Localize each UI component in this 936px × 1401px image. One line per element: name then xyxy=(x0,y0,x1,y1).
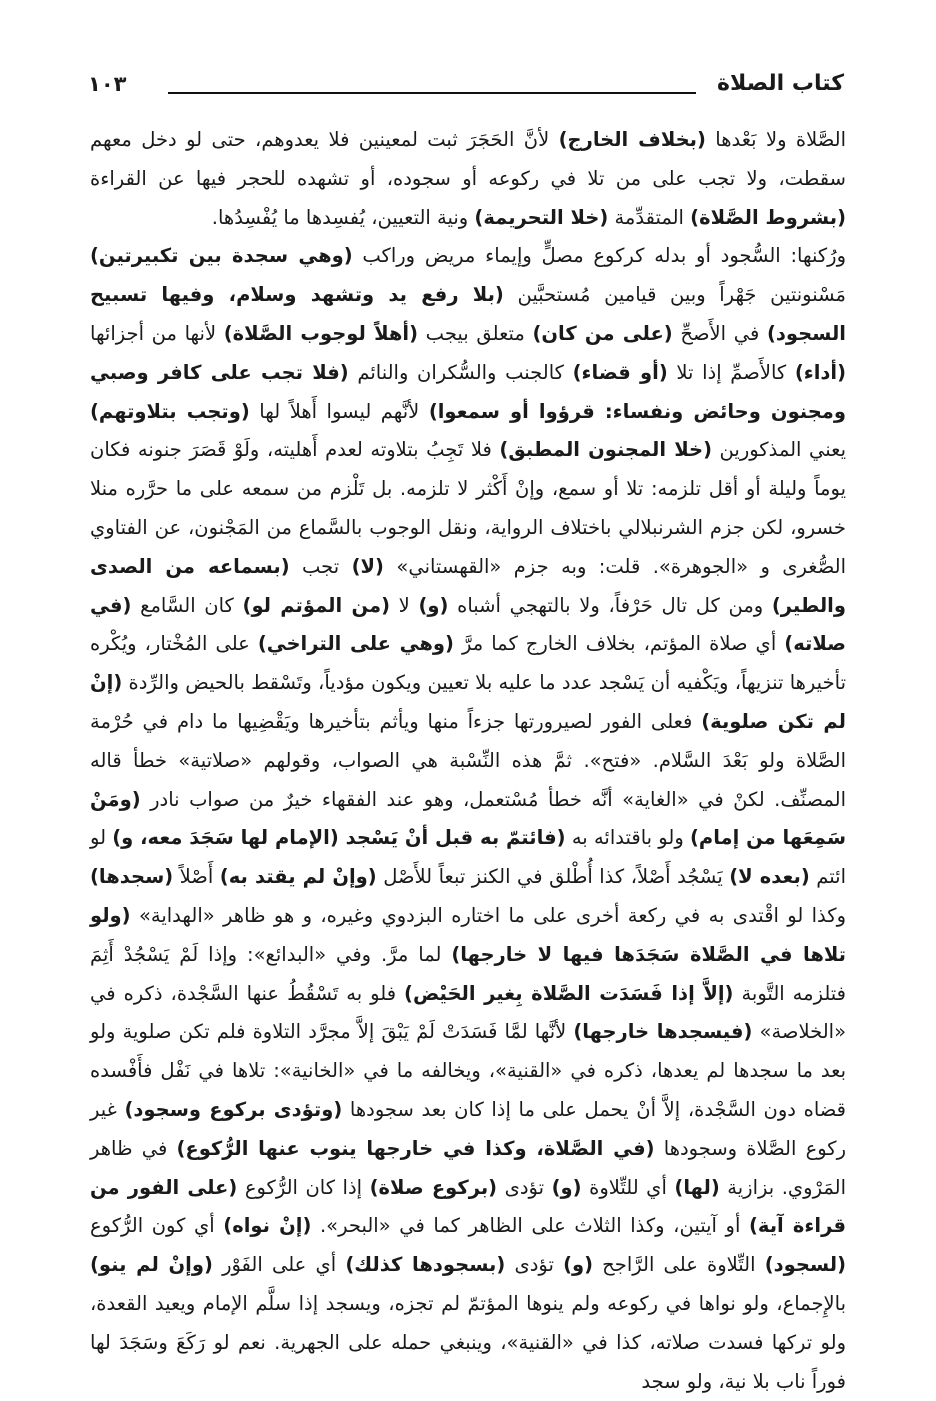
bold-text-segment: (بعده لا) xyxy=(729,865,810,889)
text-segment: ومن كل تال حَرْفاً، ولا بالتهجي أشباه xyxy=(448,593,772,617)
bold-text-segment: (بركوع صلاة) xyxy=(369,1175,498,1199)
text-segment: في الأَصحِّ xyxy=(672,321,767,345)
text-segment: مَسْنونتين جَهْراً وبين قيامين مُستحبَّين xyxy=(503,283,846,307)
bold-text-segment: (لا) xyxy=(351,554,384,578)
text-segment: وكذا لو اقْتدى به في ركعة أخرى على ما اختاره البزدوي وغيره، و هو ظاهر «الهداية» xyxy=(130,903,846,927)
text-segment: أي كون الرُّكوع xyxy=(90,1214,224,1238)
text-segment: أي على الفَوْر xyxy=(212,1253,346,1277)
bold-text-segment: (خلا التحريمة) xyxy=(474,205,609,229)
text-segment: لا xyxy=(389,593,419,617)
text-segment: على المُخْتار، ويُكْره تأخيرها تنزيهاً، ويَكْفيه أن يَسْجد عدد ما عليه بلا تعيين ويكون مؤدياً، وتَسْقط بالحيض والرِّدة xyxy=(90,632,846,695)
text-segment: فلا تَجِبُ بتلاوته لعدم أَهليته، ولَوْ قَصَرَ جنونه فكان يوماً وليلة أو أقل تلزمه: تلا أو سمع، وإنْ أَكْثر لا تلزمه. بل تَلْزم من سمعه على ما حرَّره منلا خسرو، لكن جزم الشرنبلالي باختلاف الرواية، ونقل الوجوب بالسَّماع من المَجْنون، عن الفتاوي الصُّغرى و «الجوهرة». قلت: وبه جزم «القهستاني» xyxy=(90,438,846,578)
bold-text-segment: (وهي على التراخي) xyxy=(257,632,454,656)
bold-text-segment: (ومَنْ سَمِعَها من إمام) xyxy=(90,787,847,850)
bold-text-segment: (في صلاته) xyxy=(90,593,847,656)
bold-text-segment: (وإنْ لم ينو) xyxy=(90,1253,213,1277)
text-segment: تجب xyxy=(289,554,352,578)
bold-text-segment: (و) xyxy=(563,1253,594,1277)
paragraph xyxy=(90,121,846,237)
bold-text-segment: (فيسجدها خارجها) xyxy=(573,1020,753,1044)
bold-text-segment: (لها) xyxy=(674,1175,720,1199)
bold-text-segment: (وهي سجدة بين تكبيرتين) xyxy=(90,244,353,268)
text-segment: فعلى الفور لصيرورتها جزءاً منها ويأثم بتأخيرها ويَقْضِيها ما دام في حُرْمة الصَّلاة ولو بَعْدَ السَّلام. «فتح». ثمَّ هذه النِّسْبة هي الصواب، وقولهم «صلاتية» خطأ قاله المصنِّف. لكنْ في «الغاية» أنَّه خطأ مُسْتعمل، وهو عند الفقهاء خيرٌ من صواب نادر xyxy=(90,709,846,811)
bold-text-segment: (وتؤدى بركوع وسجود) xyxy=(124,1097,343,1121)
bold-text-segment: (بشروط الصَّلاة) xyxy=(690,205,846,229)
text-segment: تؤدى xyxy=(505,1253,564,1277)
text-segment: لأنها من أجزائها xyxy=(90,321,224,345)
bold-text-segment: (فائتمّ به قبل أنْ يَسْجد (الإمام لها سَجَدَ معه، و) xyxy=(112,826,566,850)
text-segment: لو ائتم xyxy=(90,826,847,889)
bold-text-segment: (وتجب بتلاوتهم) xyxy=(90,399,250,423)
bold-text-segment: (على من كان) xyxy=(532,321,673,345)
bold-text-segment: (فلا تجب على كافر وصبي ومجنون وحائض ونفساء: قرؤوا أو سمعوا) xyxy=(90,360,846,423)
text-segment: لأنَّهم ليسوا أَهلاً لها xyxy=(249,399,429,423)
paragraph xyxy=(90,237,846,1401)
text-segment: لأنَّ الحَجَرَ ثبت لمعينين فلا يعدوهم، حتى لو دخل معهم سقطت، ولا تجب على من تلا في ركوعه أو سجوده، أو تشهده للحجر فيها عن القراءة xyxy=(90,128,846,190)
text-segment: فلو به تَسْقُطُ عنها السَّجْدة، ذكره في «الخلاصة» xyxy=(90,981,847,1044)
bold-text-segment: (أهلاً لوجوب الصَّلاة) xyxy=(223,321,419,345)
text-segment: كالأَصمِّ إذا تلا xyxy=(667,360,795,384)
text-segment: لما مرَّ. وفي «البدائع»: وإذا لَمْ يَسْجُدْ أَثِمَ فتلزمه التَّوبة xyxy=(90,942,846,1005)
text-segment: في ظاهر المَرْوي. بزازية xyxy=(90,1136,846,1199)
text-segment: أو آيتين، وكذا الثلاث على الظاهر كما في «البحر». xyxy=(311,1214,749,1238)
text-segment: الصَّلاة ولا بَعْدها xyxy=(705,128,847,151)
text-segment: يعني المذكورين xyxy=(711,438,846,462)
text-segment: ونية التعيين، يُفسِدها ما يُفْسِدُها. xyxy=(211,205,475,229)
bold-text-segment: (و) xyxy=(551,1175,582,1199)
bold-text-segment: (خلا المجنون المطبق) xyxy=(499,438,712,462)
page-number: ١٠٣ xyxy=(88,72,127,96)
text-segment: متعلق بيجب xyxy=(418,321,533,345)
text-segment: المتقدِّمة xyxy=(608,205,691,229)
bold-text-segment: (إلاَّ إذا فَسَدَت الصَّلاة بِغير الحَيْض) xyxy=(404,981,734,1005)
bold-text-segment: (لسجود) xyxy=(764,1253,846,1277)
text-segment: إذا كان الرُّكوع xyxy=(237,1175,370,1199)
text-segment: كان السَّامع xyxy=(131,593,243,617)
bold-text-segment: (في الصَّلاة، وكذا في خارجها ينوب عنها الرُّكوع) xyxy=(176,1136,655,1160)
bold-text-segment: (من المؤتم لو) xyxy=(242,593,390,617)
bold-text-segment: (و) xyxy=(418,593,449,617)
bold-text-segment: (بخلاف الخارج) xyxy=(558,128,706,151)
text-segment: لأنَّها لمَّا فَسَدَتْ لَمْ يَبْقَ إلاَّ مجرَّد التلاوة فلم تكن صلوية ولو بعد ما سجدها لم يعدها، ذكره في «القنية»، ويخالفه ما في «الخانية»: تلاها في نَفْل فأَفْسده قضاه دون السَّجْدة، إلاَّ أنْ يحمل على ما إذا كان بعد سجودها xyxy=(90,1020,847,1121)
bold-text-segment: (بسماعه من الصدى والطير) xyxy=(90,554,846,617)
bold-text-segment: (إنْ نواه) xyxy=(223,1214,312,1238)
text-segment: بالإِجماع، ولو نواها في ركوعه ولم ينوها المؤتمّ لم تجزه، ويسجد إذا سلَّم الإمام ويعيد القعدة، ولو تركها فسدت صلاته، كذا في «القنية»، وينبغي حمله على الجهرية. نعم لو رَكَعَ وسَجَدَ لها فوراً ناب بلا نية، ولو سجد xyxy=(90,1291,846,1393)
bold-text-segment: (ولو تلاها في الصَّلاة سَجَدَها فيها لا خارجها) xyxy=(90,903,846,966)
bold-text-segment: (أو قضاء) xyxy=(572,360,668,384)
bold-text-segment: (على الفور من قراءة آية) xyxy=(90,1175,846,1238)
text-segment: ولو باقتدائه به xyxy=(565,826,690,850)
text-segment: يَسْجُد أَصْلاً، كذا أُطْلق في الكنز تبعاً للأَصْل xyxy=(376,865,730,889)
header-rule xyxy=(168,92,696,94)
bold-text-segment: (إنْ لم تكن صلوية) xyxy=(90,671,846,733)
bold-text-segment: (بلا رفع يد وتشهد وسلام، وفيها تسبيح السجود) xyxy=(90,283,846,345)
chapter-title: كتاب الصلاة xyxy=(717,71,844,96)
bold-text-segment: (وإنْ لم يقتد به) xyxy=(219,865,377,889)
text-segment: أي صلاة المؤتم، بخلاف الخارج كما مرَّ xyxy=(453,632,785,656)
text-segment: غير ركوع الصَّلاة وسجودها xyxy=(90,1097,846,1160)
text-segment: التِّلاوة على الرَّاجح xyxy=(593,1253,765,1277)
text-segment: كالجنب والسُّكران والنائم xyxy=(348,360,573,384)
text-segment: أي للتِّلاوة xyxy=(581,1175,675,1199)
running-header xyxy=(88,66,844,106)
bold-text-segment: (بسجودها كذلك) xyxy=(345,1253,506,1277)
text-segment: تؤدى xyxy=(497,1175,552,1199)
text-segment: أَصْلاً xyxy=(173,865,220,889)
body-text xyxy=(90,121,847,1393)
text-segment: ورُكنها: السُّجود أو بدله كركوع مصلٍّ وإيماء مريض وراكب xyxy=(352,244,846,268)
bold-text-segment: (سجدها) xyxy=(90,865,174,889)
bold-text-segment: (أداء) xyxy=(794,360,846,384)
